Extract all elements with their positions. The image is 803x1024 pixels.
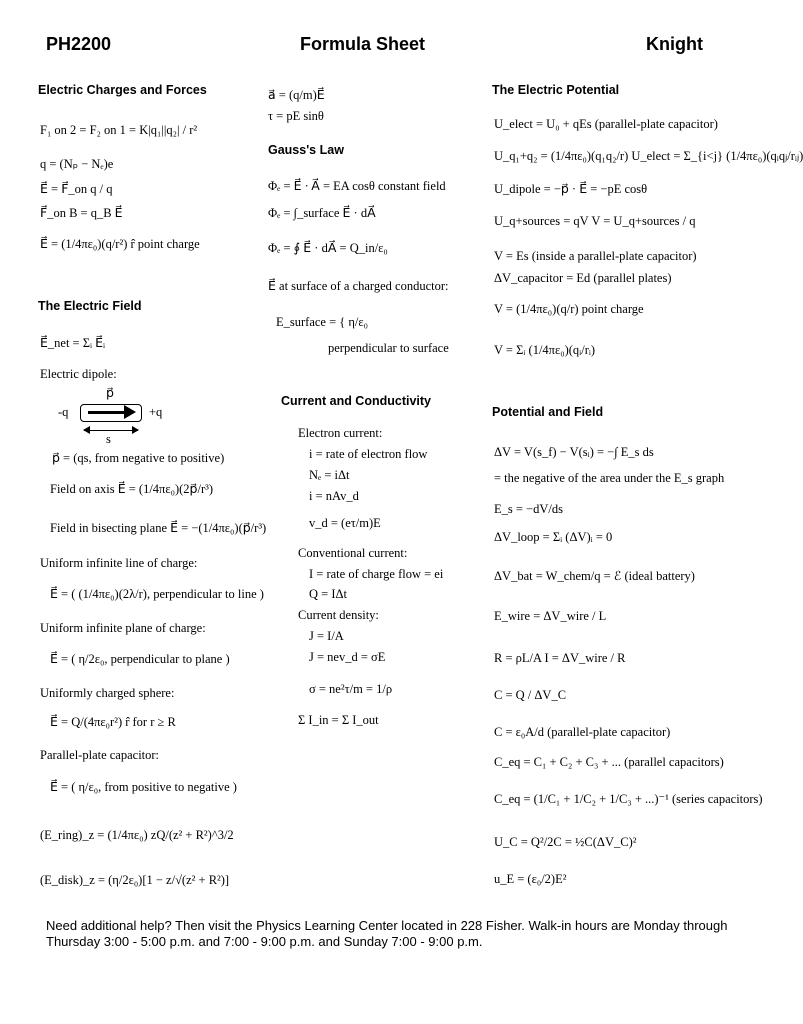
formula-parallel-plate: E⃗ = ( η/ε₀, from positive to negative ) bbox=[50, 780, 237, 794]
formula-gauss: Φₑ = ∮ E⃗ · dA⃗ = Q_in/ε₀ bbox=[268, 241, 388, 255]
course-code: PH2200 bbox=[46, 34, 112, 54]
heading-current-conductivity: Current and Conductivity bbox=[281, 394, 432, 408]
formula-point-charge: E⃗ = (1/4πε₀)(q/r²) r̂ point charge bbox=[40, 237, 200, 251]
formula-line-charge: E⃗ = ( (1/4πε₀)(2λ/r), perpendicular to line ) bbox=[50, 587, 264, 601]
label-plane-charge: Uniform infinite plane of charge: bbox=[40, 621, 206, 635]
label-electric-dipole: Electric dipole: bbox=[40, 367, 117, 381]
formula-drift-velocity: v_d = (eτ/m)E bbox=[309, 516, 381, 530]
formula-charge: q = (Nₚ − Nₑ)e bbox=[40, 157, 114, 171]
formula-es-gradient: E_s = −dV/ds bbox=[494, 502, 563, 516]
formula-plate-capacitance: C = ε₀A/d (parallel-plate capacitor) bbox=[494, 725, 671, 739]
formula-loop-law: ΔV_loop = Σᵢ (ΔV)ᵢ = 0 bbox=[494, 530, 613, 544]
formula-energy-density: u_E = (ε₀/2)E² bbox=[494, 872, 567, 886]
heading-electric-charges: Electric Charges and Forces bbox=[38, 83, 207, 97]
formula-capacitor-energy: U_C = Q²/2C = ½C(ΔV_C)² bbox=[494, 835, 637, 849]
formula-dv-capacitor: ΔV_capacitor = Ed (parallel plates) bbox=[494, 271, 672, 285]
formula-resistance-ohm: R = ρL/A I = ΔV_wire / R bbox=[494, 651, 626, 665]
text-negative-area: = the negative of the area under the E_s graph bbox=[494, 471, 725, 485]
dipole-p-label: p⃗ bbox=[106, 386, 114, 400]
formula-junction-law: Σ I_in = Σ I_out bbox=[298, 713, 379, 727]
dipole-arrow-shaft bbox=[88, 411, 126, 414]
page-title: Formula Sheet bbox=[300, 34, 426, 54]
formula-field-def: E⃗ = F⃗_on q / q bbox=[40, 182, 113, 196]
formula-conventional-rate: I = rate of charge flow = ei bbox=[309, 567, 444, 581]
formula-dv-integral: ΔV = V(s_f) − V(sᵢ) = −∫ E_s ds bbox=[494, 445, 654, 459]
formula-force-on-b: F⃗_on B = q_B E⃗ bbox=[40, 206, 123, 220]
formula-u-elect-plate: U_elect = U₀ + qEs (parallel-plate capacitor) bbox=[494, 117, 718, 131]
formula-surface-field: E_surface = { η/ε₀ bbox=[276, 315, 369, 329]
formula-j-ia: J = I/A bbox=[309, 629, 344, 643]
formula-capacitance: C = Q / ΔV_C bbox=[494, 688, 567, 702]
heading-potential-field: Potential and Field bbox=[492, 405, 604, 419]
formula-i-nav: i = nAv_d bbox=[309, 489, 359, 503]
label-charged-sphere: Uniformly charged sphere: bbox=[40, 686, 175, 700]
label-current-density: Current density: bbox=[298, 608, 379, 622]
label-parallel-plate: Parallel-plate capacitor: bbox=[40, 748, 160, 762]
formula-field-bisecting: Field in bisecting plane E⃗ = −(1/4πε₀)(p⃗/r³) bbox=[50, 521, 267, 535]
label-perpendicular-surface: perpendicular to surface bbox=[328, 341, 449, 355]
formula-net-field: E⃗_net = Σᵢ E⃗ᵢ bbox=[40, 336, 106, 350]
footer-help-text: Need additional help? Then visit the Physics Learning Center located in 228 Fisher. Walk-in hours are Monday through Thursday 3:00 - 5:00 p.m. and 7:00 - 9:00 p.m. and Sunday 7:00 - 9:00 p.m. bbox=[46, 918, 728, 949]
formula-conductivity: σ = ne²τ/m = 1/ρ bbox=[309, 682, 393, 696]
formula-series-capacitors: C_eq = (1/C₁ + 1/C₂ + 1/C₃ + ...)⁻¹ (series capacitors) bbox=[494, 792, 763, 806]
formula-ring: (E_ring)_z = (1/4πε₀) zQ/(z² + R²)^3/2 bbox=[40, 828, 234, 842]
dipole-minus-q: -q bbox=[58, 405, 69, 419]
formula-q-idt: Q = IΔt bbox=[309, 587, 348, 601]
formula-parallel-capacitors: C_eq = C₁ + C₂ + C₃ + ... (parallel capacitors) bbox=[494, 755, 724, 769]
separation-arrow bbox=[84, 430, 138, 431]
label-conventional-current: Conventional current: bbox=[298, 546, 408, 560]
formula-u-sources: U_q+sources = qV V = U_q+sources / q bbox=[494, 214, 696, 228]
label-electron-current: Electron current: bbox=[298, 426, 383, 440]
heading-electric-potential: The Electric Potential bbox=[492, 83, 620, 97]
formula-flux-constant: Φₑ = E⃗ · A⃗ = EA cosθ constant field bbox=[268, 179, 446, 193]
formula-v-point-charge: V = (1/4πε₀)(q/r) point charge bbox=[494, 302, 644, 316]
author-name: Knight bbox=[646, 34, 703, 54]
formula-battery: ΔV_bat = W_chem/q = ℰ (ideal battery) bbox=[494, 569, 695, 583]
label-conductor-surface: E⃗ at surface of a charged conductor: bbox=[268, 279, 449, 293]
formula-electron-rate: i = rate of electron flow bbox=[309, 447, 428, 461]
formula-v-es: V = Es (inside a parallel-plate capacitor) bbox=[494, 249, 697, 263]
formula-u-two-charges: U_q₁+q₂ = (1/4πε₀)(q₁q₂/r) U_elect = Σ_{i<j} (1/4πε₀)(qᵢqⱼ/rᵢⱼ) bbox=[494, 149, 803, 163]
dipole-arrow-head bbox=[124, 405, 136, 419]
formula-torque: τ = pE sinθ bbox=[268, 109, 324, 123]
formula-plane-charge: E⃗ = ( η/2ε₀, perpendicular to plane ) bbox=[50, 652, 230, 666]
dipole-s-label: s bbox=[106, 432, 111, 446]
heading-gauss-law: Gauss's Law bbox=[268, 143, 344, 157]
formula-j-nevd: J = nev_d = σE bbox=[309, 650, 386, 664]
formula-coulomb: F₁ on 2 = F₂ on 1 = K|q₁||q₂| / r² bbox=[40, 123, 198, 137]
formula-flux-integral: Φₑ = ∫_surface E⃗ · dA⃗ bbox=[268, 206, 376, 220]
label-line-charge: Uniform infinite line of charge: bbox=[40, 556, 198, 570]
formula-v-sum: V = Σᵢ (1/4πε₀)(qᵢ/rᵢ) bbox=[494, 343, 596, 357]
formula-ne: Nₑ = iΔt bbox=[309, 468, 350, 482]
formula-u-dipole: U_dipole = −p⃗ · E⃗ = −pE cosθ bbox=[494, 182, 648, 196]
dipole-plus-q: +q bbox=[149, 405, 163, 419]
formula-dipole-moment: p⃗ = (qs, from negative to positive) bbox=[52, 451, 225, 465]
formula-field-on-axis: Field on axis E⃗ = (1/4πε₀)(2p⃗/r³) bbox=[50, 482, 214, 496]
formula-acceleration: a⃗ = (q/m)E⃗ bbox=[268, 88, 325, 102]
formula-disk: (E_disk)_z = (η/2ε₀)[1 − z/√(z² + R²)] bbox=[40, 873, 230, 887]
heading-electric-field: The Electric Field bbox=[38, 299, 142, 313]
formula-charged-sphere: E⃗ = Q/(4πε₀r²) r̂ for r ≥ R bbox=[50, 715, 176, 729]
formula-e-wire: E_wire = ΔV_wire / L bbox=[494, 609, 607, 623]
